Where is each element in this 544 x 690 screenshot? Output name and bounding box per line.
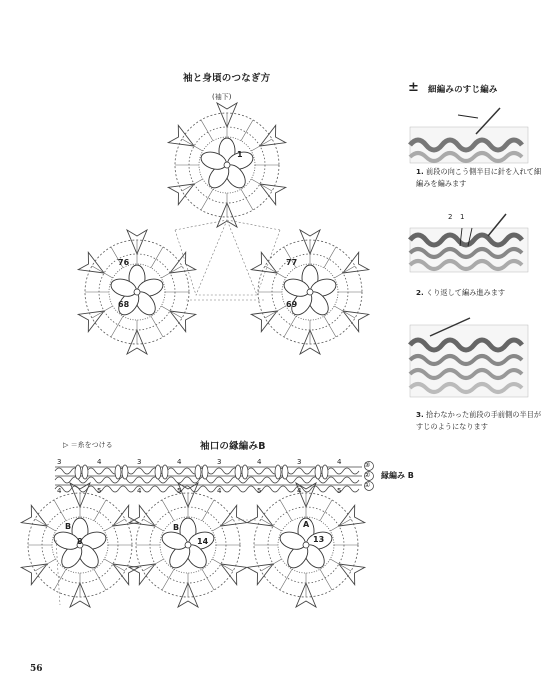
- top-diagram-title: 袖と身頃のつなぎ方: [183, 73, 271, 84]
- edging-b-label: 縁編み B: [381, 471, 414, 480]
- motif-label-69: 69: [286, 300, 298, 309]
- motif-label-68: 68: [118, 300, 130, 309]
- motif-B-14: [129, 483, 246, 607]
- step-2-mark-b: 1: [460, 213, 465, 221]
- motif-label-77: 77: [286, 258, 298, 267]
- row-num: 4: [257, 458, 262, 466]
- row-num: 4: [137, 487, 142, 495]
- row-num: 4: [177, 458, 182, 466]
- step-2-caption: 2. くり返して編み進みます: [416, 288, 506, 297]
- motif-number-13: 13: [313, 535, 325, 544]
- motif-1: [168, 103, 285, 227]
- stitch-symbol-icon: ±: [408, 80, 419, 95]
- motif-77-69: [251, 230, 368, 354]
- top-diagram-subtitle: (袖下): [212, 93, 232, 101]
- step-1-caption: 1. 前段の向こう側半目に針を入れて細編みを編みます: [416, 167, 542, 188]
- bottom-diagram-title: 袖口の縁編みB: [200, 441, 266, 452]
- row-num: 5: [337, 487, 342, 495]
- row-num: 4: [217, 487, 222, 495]
- step-3-caption: 3. 拾わなかった前段の手前側の半目がすじのようになります: [416, 410, 542, 431]
- motif-letter-a: A: [303, 520, 310, 529]
- row-num: 4: [97, 458, 102, 466]
- motif-number-14: 14: [197, 537, 209, 546]
- motif-76-68: [78, 230, 195, 354]
- row-num: 3: [57, 458, 62, 466]
- row-num: 3: [217, 458, 222, 466]
- step2-illustration: [410, 214, 528, 272]
- row-num: 3: [137, 458, 142, 466]
- step3-illustration: [410, 318, 528, 397]
- step1-illustration: [410, 108, 528, 163]
- page-number: 56: [30, 664, 43, 674]
- row-marker-2: ②: [364, 471, 371, 479]
- row-num: 3: [297, 458, 302, 466]
- legend-attach-yarn: ▷ ＝糸をつける: [63, 441, 113, 449]
- motif-A-13: [247, 483, 364, 607]
- row-num: 5: [177, 487, 182, 495]
- row-num: 5: [257, 487, 262, 495]
- row-num: 4: [297, 487, 302, 495]
- stitch-panel-title: 細編みのすじ編み: [428, 85, 498, 95]
- row-num: 5: [97, 487, 102, 495]
- row-marker-3: ③: [364, 461, 371, 469]
- motif-letter-b-center: B: [173, 523, 180, 532]
- motif-letter-b-left: B: [65, 522, 72, 531]
- row-marker-1: ①: [364, 481, 371, 489]
- motif-label-76: 76: [118, 258, 130, 267]
- motif-number-8: 8: [77, 537, 83, 546]
- join-lines: [175, 220, 280, 300]
- row-num: 4: [337, 458, 342, 466]
- motif-label-1: 1: [237, 150, 243, 159]
- step-2-mark-a: 2: [448, 213, 453, 221]
- row-num: 4: [57, 487, 62, 495]
